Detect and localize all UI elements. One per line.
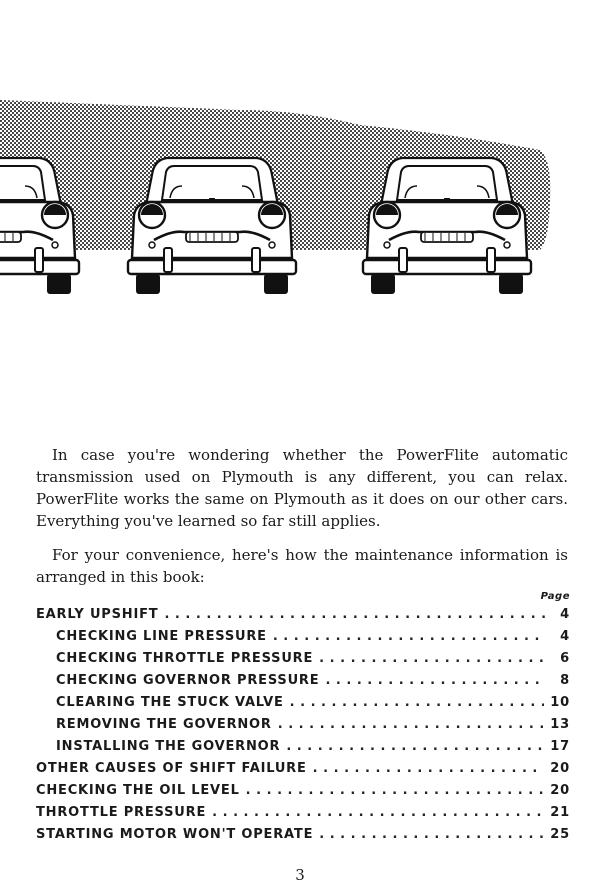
- toc-entry[interactable]: CHECKING THROTTLE PRESSURE . . . 6: [36, 648, 570, 670]
- toc-entry[interactable]: CHECKING THE OIL LEVEL . . . 20: [36, 780, 570, 802]
- toc-entry[interactable]: STARTING MOTOR WON'T OPERATE . . . 25: [36, 824, 570, 846]
- toc-entry[interactable]: EARLY UPSHIFT . . . 4: [36, 604, 570, 626]
- toc-entry[interactable]: THROTTLE PRESSURE . . . 21: [36, 802, 570, 824]
- toc-entry[interactable]: INSTALLING THE GOVERNOR . . . 17: [36, 736, 570, 758]
- toc-entry[interactable]: OTHER CAUSES OF SHIFT FAILURE . . . 20: [36, 758, 570, 780]
- toc-entry[interactable]: REMOVING THE GOVERNOR . . . 13: [36, 714, 570, 736]
- intro-paragraph-1: In case you're wondering whether the PowerFlite automatic transmission used on Plymouth is any different, you can relax. PowerFlite works the same on Plymouth as it does on our other cars. Everything you've learned so far still applies.: [36, 446, 568, 530]
- toc-entry[interactable]: CLEARING THE STUCK VALVE . . . 10: [36, 692, 570, 714]
- intro-paragraph-2: For your convenience, here's how the maintenance information is arranged in this book:: [36, 546, 568, 586]
- car-front-icon: [363, 158, 531, 294]
- toc-page-column-header: Page: [540, 591, 570, 602]
- toc-entry[interactable]: CHECKING GOVERNOR PRESSURE . . . 8: [36, 670, 570, 692]
- toc-entry[interactable]: CHECKING LINE PRESSURE . . . 4: [36, 626, 570, 648]
- car-front-icon: [128, 158, 296, 294]
- table-of-contents: [36, 604, 570, 846]
- cars-illustration: [0, 90, 600, 310]
- page-number: 3: [295, 866, 305, 884]
